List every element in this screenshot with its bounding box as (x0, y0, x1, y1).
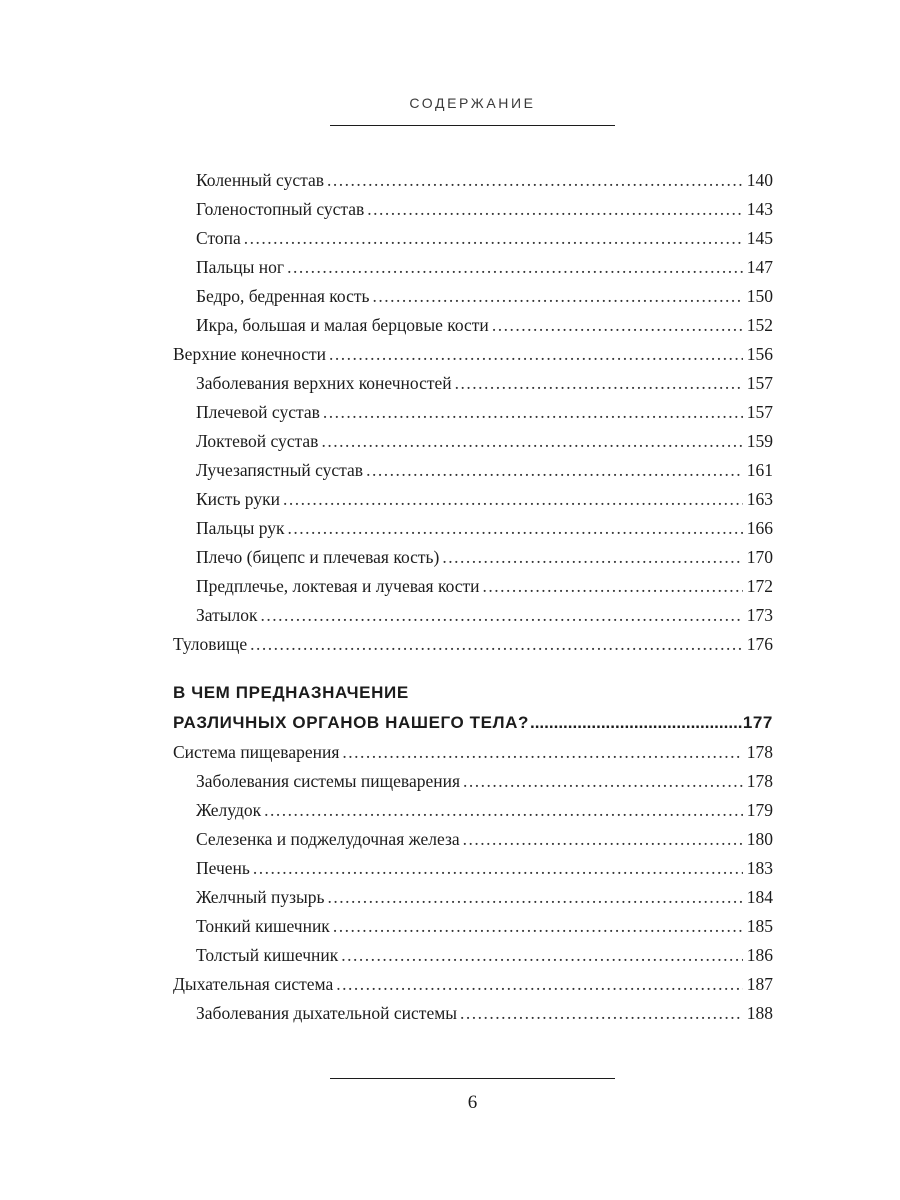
toc-entry[interactable] (173, 543, 773, 572)
dot-leader (264, 796, 743, 825)
dot-leader (492, 311, 743, 340)
dot-leader (321, 427, 742, 456)
toc-entry-page: 150 (746, 286, 773, 306)
dot-leader (336, 970, 742, 999)
toc-entry-label: Пальцы рук (196, 518, 285, 538)
toc-group-organs (173, 738, 773, 1028)
toc-entry-page: 147 (746, 257, 773, 277)
toc-entry[interactable] (173, 825, 773, 854)
toc-entry-label: Верхние конечности (173, 344, 327, 364)
toc-entry-page: 163 (746, 489, 773, 509)
toc-entry-label: Толстый кишечник (196, 945, 339, 965)
toc-entry-label: Стопа (196, 228, 241, 248)
toc-entry-page: 185 (746, 916, 773, 936)
toc-entry-label: Селезенка и поджелудочная железа (196, 829, 460, 849)
toc-entry-label: Затылок (196, 605, 258, 625)
toc-entry-page: 172 (746, 576, 773, 596)
toc-entry-page: 188 (746, 1003, 773, 1023)
toc-entry-label: Бедро, бедренная кость (196, 286, 370, 306)
section-heading-line1: В ЧЕМ ПРЕДНАЗНАЧЕНИЕ (173, 683, 409, 702)
header-rule (330, 125, 615, 126)
toc-entry-page: 178 (746, 771, 773, 791)
dot-leader (288, 514, 743, 543)
toc-entry-label: Кисть руки (196, 489, 280, 509)
toc-entry-page: 159 (746, 431, 773, 451)
toc-entry-page: 157 (746, 373, 773, 393)
toc-entry-label: Пальцы ног (196, 257, 285, 277)
toc-entry[interactable] (173, 883, 773, 912)
dot-leader (530, 708, 742, 738)
toc-entry-label: Икра, большая и малая берцовые кости (196, 315, 489, 335)
toc-entry[interactable] (173, 485, 773, 514)
toc-chapter-entry[interactable] (173, 738, 773, 767)
toc-entry[interactable] (173, 572, 773, 601)
dot-leader (253, 854, 743, 883)
dot-leader (460, 999, 743, 1028)
toc-entry-label: Голеностопный сустав (196, 199, 365, 219)
toc-entry-page: 184 (746, 887, 773, 907)
toc-entry-page: 143 (746, 199, 773, 219)
toc-entry-page: 186 (746, 945, 773, 965)
toc-entry-page: 170 (746, 547, 773, 567)
toc-entry[interactable] (173, 854, 773, 883)
toc-entry-label: Желчный пузырь (196, 887, 325, 907)
toc-entry-page: 176 (746, 634, 773, 654)
toc-entry-label: Коленный сустав (196, 170, 324, 190)
footer-rule (330, 1078, 615, 1079)
toc-entry[interactable] (173, 796, 773, 825)
toc-entry[interactable] (173, 166, 773, 195)
toc-entry[interactable] (173, 224, 773, 253)
dot-leader (327, 883, 742, 912)
dot-leader (455, 369, 743, 398)
toc-chapter-entry[interactable] (173, 630, 773, 659)
toc-entry-page: 187 (746, 974, 773, 994)
dot-leader (329, 340, 743, 369)
dot-leader (373, 282, 743, 311)
toc-entry-label: Система пищеварения (173, 742, 340, 762)
dot-leader (287, 253, 743, 282)
dot-leader (244, 224, 743, 253)
toc-entry-page: 179 (746, 800, 773, 820)
toc-entry-page: 140 (746, 170, 773, 190)
dot-leader (333, 912, 743, 941)
dot-leader (323, 398, 743, 427)
section-heading-page: 177 (742, 713, 773, 732)
section-heading-row (173, 708, 773, 738)
toc-entry-page: 157 (746, 402, 773, 422)
toc-chapter-entry[interactable] (173, 970, 773, 999)
dot-leader (367, 195, 742, 224)
toc-entry-label: Заболевания системы пищеварения (196, 771, 461, 791)
toc-entry-label: Плечевой сустав (196, 402, 320, 422)
toc-entry[interactable] (173, 941, 773, 970)
toc-entry-label: Лучезапястный сустав (196, 460, 364, 480)
dot-leader (442, 543, 742, 572)
toc-entry-page: 166 (746, 518, 773, 538)
table-of-contents (173, 166, 773, 1028)
toc-entry-label: Печень (196, 858, 250, 878)
toc-entry-label: Дыхательная система (173, 974, 334, 994)
toc-entry[interactable] (173, 514, 773, 543)
toc-entry-label: Заболевания дыхательной системы (196, 1003, 458, 1023)
toc-entry[interactable] (173, 195, 773, 224)
toc-entry-label: Плечо (бицепс и плечевая кость) (196, 547, 440, 567)
toc-entry[interactable] (173, 456, 773, 485)
toc-entry[interactable] (173, 601, 773, 630)
section-heading[interactable] (173, 678, 773, 738)
toc-entry-label: Туловище (173, 634, 248, 654)
toc-entry-page: 152 (746, 315, 773, 335)
toc-entry[interactable] (173, 282, 773, 311)
toc-entry-page: 180 (746, 829, 773, 849)
dot-leader (327, 166, 743, 195)
toc-entry[interactable] (173, 999, 773, 1028)
dot-leader (250, 630, 743, 659)
dot-leader (341, 941, 743, 970)
toc-entry-page: 183 (746, 858, 773, 878)
toc-group-limbs (173, 166, 773, 659)
toc-entry[interactable] (173, 912, 773, 941)
running-head: СОДЕРЖАНИЕ (409, 95, 536, 111)
dot-leader (342, 738, 742, 767)
toc-entry-page: 173 (746, 605, 773, 625)
dot-leader (283, 485, 743, 514)
section-heading-line2: РАЗЛИЧНЫХ ОРГАНОВ НАШЕГО ТЕЛА? (173, 713, 529, 732)
toc-entry[interactable] (173, 398, 773, 427)
toc-entry[interactable] (173, 253, 773, 282)
toc-entry-label: Желудок (196, 800, 262, 820)
toc-entry-label: Заболевания верхних конечностей (196, 373, 452, 393)
dot-leader (260, 601, 742, 630)
toc-entry-label: Локтевой сустав (196, 431, 319, 451)
toc-entry[interactable] (173, 311, 773, 340)
toc-entry-label: Тонкий кишечник (196, 916, 330, 936)
page-number: 6 (467, 1092, 478, 1113)
dot-leader (463, 825, 743, 854)
toc-entry-page: 161 (746, 460, 773, 480)
toc-entry-page: 156 (746, 344, 773, 364)
toc-entry[interactable] (173, 427, 773, 456)
toc-entry-page: 178 (746, 742, 773, 762)
dot-leader (463, 767, 743, 796)
toc-entry-label: Предплечье, локтевая и лучевая кости (196, 576, 480, 596)
toc-entry[interactable] (173, 369, 773, 398)
dot-leader (366, 456, 743, 485)
dot-leader (483, 572, 743, 601)
toc-chapter-entry[interactable] (173, 340, 773, 369)
toc-entry[interactable] (173, 767, 773, 796)
toc-entry-page: 145 (746, 228, 773, 248)
